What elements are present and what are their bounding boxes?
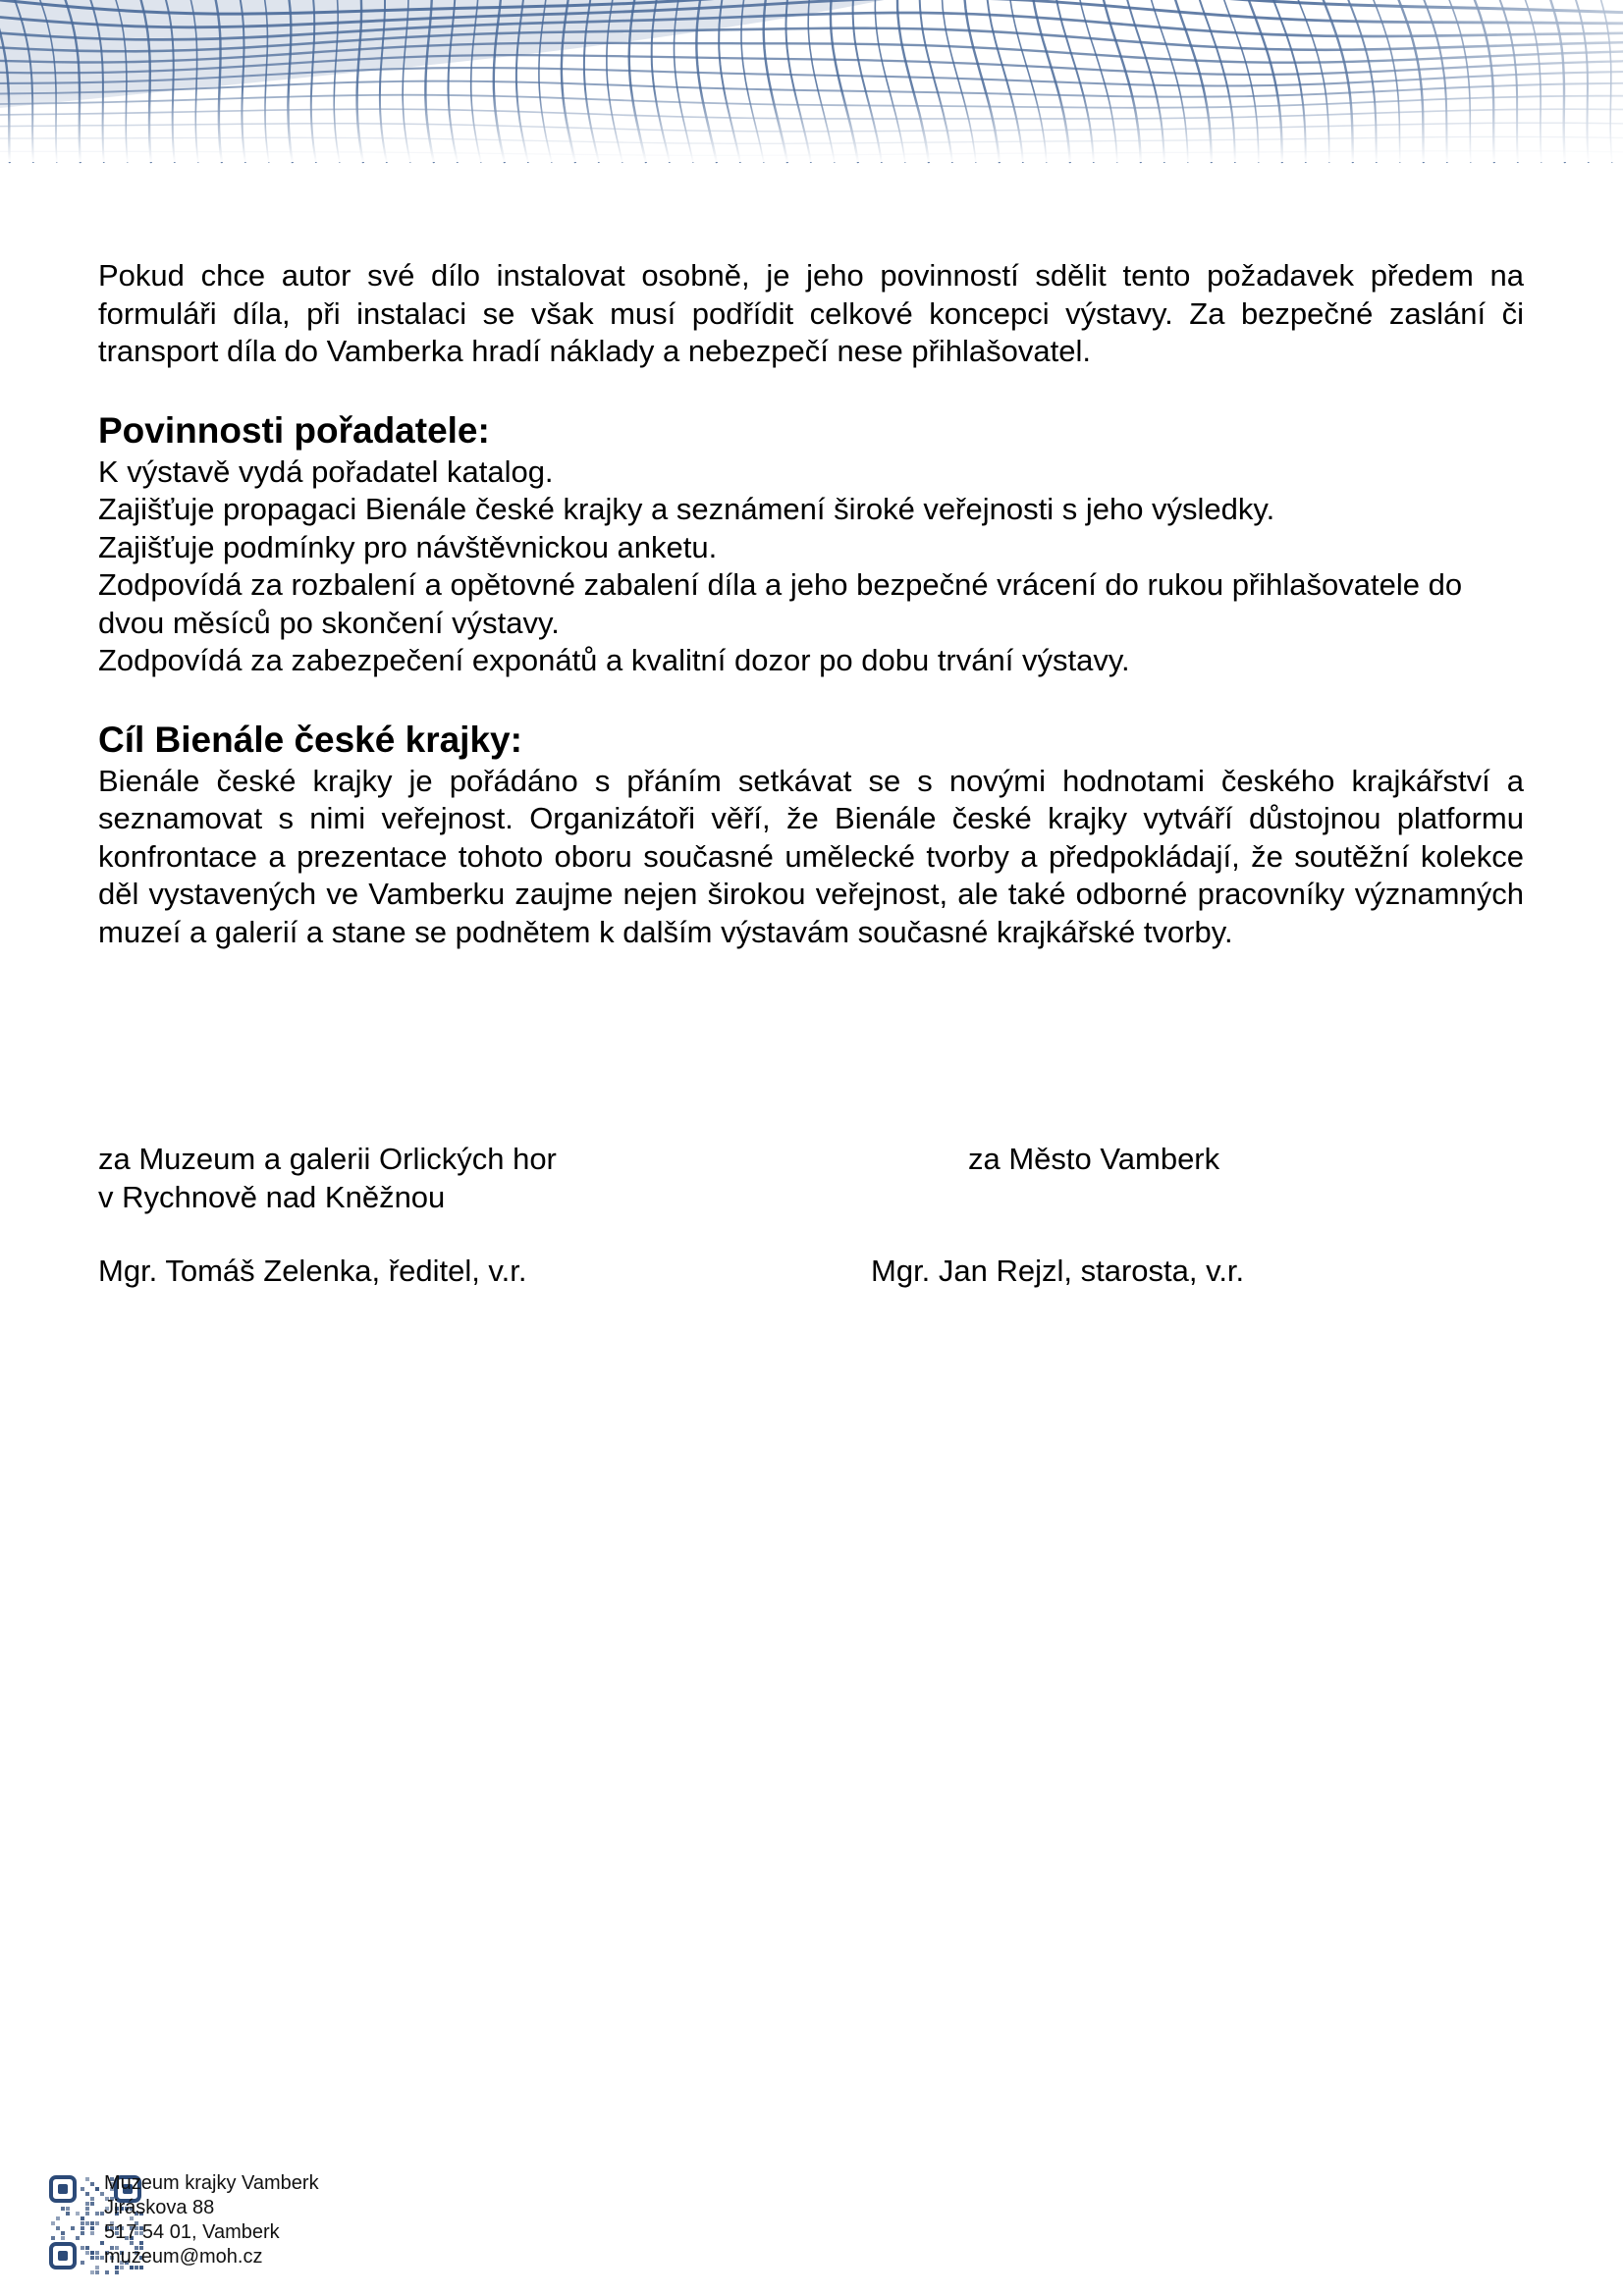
list-item: Zajišťuje propagaci Bienále české krajky a seznámení široké veřejnosti s jeho výsledky. [98,492,1275,526]
header-banner [0,0,1623,162]
intro-paragraph: Pokud chce autor své dílo instalovat osobně, je jeho povinností sdělit tento požadavek předem na formuláři díla, při instalaci se však musí podřídit celkové koncepci výstavy. Za bezpečné zaslání či transport díla do Vamberka hradí náklady a nebezpečí nese přihlašovatel. [98,258,1524,368]
section-title-cil: Cíl Bienále české krajky: [98,719,522,760]
list-item: Zajišťuje podmínky pro návštěvnickou anketu. [98,529,718,564]
footer-line: Muzeum krajky Vamberk [104,2172,319,2194]
right-organization: za Město Vamberk [968,1142,1220,1176]
lace-net-icon [0,0,1623,162]
left-organization [98,1141,687,1216]
list-item: K výstavě vydá pořadatel katalog. [98,454,554,489]
section-body-povinnosti [98,454,1524,680]
left-signatory: Mgr. Tomáš Zelenka, ředitel, v.r. [98,1254,527,1288]
left-org-line: v Rychnově nad Kněžnou [98,1179,446,1214]
footer-email[interactable]: muzeum@moh.cz [104,2246,263,2268]
footer-line: 517 54 01, Vamberk [104,2221,280,2243]
list-item: Zodpovídá za zabezpečení exponátů a kvalitní dozor po dobu trvání výstavy. [98,643,1130,677]
list-item: Zodpovídá za rozbalení a opětovné zabalení díla a jeho bezpečné vrácení do rukou přihlašovatele do dvou měsíců po skončení výstavy. [98,567,1463,640]
footer-address [104,2171,381,2269]
left-org-line: za Muzeum a galerii Orlických hor [98,1142,557,1176]
main-content [98,257,1524,951]
footer [47,2171,361,2275]
section-body-cil: Bienále české krajky je pořádáno s přáním setkávat se s novými hodnotami českého krajkářství a seznamovat s nimi veřejnost. Organizátoři věří, že Bienále české krajky vytváří důstojnou platformu konfrontace a prezentace tohoto oboru současné umělecké tvorby a předpokládají, že soutěžní kolekce děl vystavených ve Vamberku zaujme nejen širokou veřejnost, ale také odborné pracovníky významných muzeí a galerií a stane se podnětem k dalším výstavám současné krajkářské tvorby. [98,763,1524,949]
footer-line: Jiráskova 88 [104,2197,215,2218]
section-title-povinnosti: Povinnosti pořadatele: [98,409,490,451]
right-signatory: Mgr. Jan Rejzl, starosta, v.r. [871,1254,1245,1288]
